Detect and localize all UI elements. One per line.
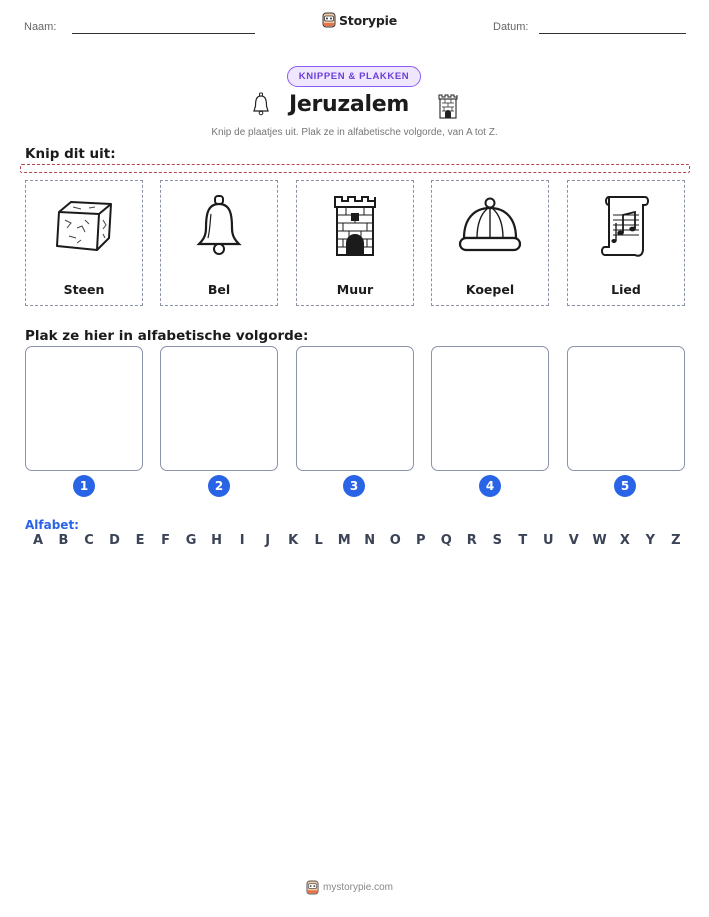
cut-card-muur[interactable]: [296, 180, 414, 306]
cut-line: [20, 164, 690, 173]
cut-card-label: Muur: [336, 282, 374, 297]
bell-icon: [251, 92, 271, 118]
stone-icon: [51, 198, 117, 254]
date-label: Datum:: [493, 21, 529, 33]
song-scroll-icon: [599, 193, 653, 259]
dome-icon: [457, 196, 523, 256]
alphabet-letter: H: [211, 533, 223, 548]
cut-card-label: Koepel: [465, 282, 515, 297]
alphabet-letter: R: [466, 533, 477, 548]
cut-card-steen[interactable]: [25, 180, 143, 306]
cut-card-label: Lied: [611, 282, 641, 297]
alphabet-letter: X: [619, 533, 630, 548]
tower-wall-icon: [331, 195, 379, 257]
alphabet-letter: G: [185, 533, 197, 548]
castle-icon: [437, 93, 459, 119]
paste-slot-4[interactable]: [431, 346, 549, 471]
alphabet-letter: D: [109, 533, 120, 548]
alphabet-row: [31, 533, 683, 548]
slot-number: 1: [73, 475, 95, 497]
cut-card-bel[interactable]: [160, 180, 278, 306]
alphabet-letter: Q: [440, 533, 452, 548]
alphabet-letter: N: [364, 533, 376, 548]
alphabet-letter: M: [337, 533, 351, 548]
instructions: Knip de plaatjes uit. Plak ze in alfabetische volgorde, van A tot Z.: [211, 127, 498, 138]
alphabet-letter: V: [568, 533, 579, 548]
paste-slot-5[interactable]: [567, 346, 685, 471]
storypie-mascot-icon: [322, 12, 336, 28]
alphabet-letter: W: [592, 533, 607, 548]
activity-badge: KNIPPEN & PLAKKEN: [287, 66, 421, 87]
paste-slot-2[interactable]: [160, 346, 278, 471]
alphabet-letter: P: [415, 533, 426, 548]
slot-number: 3: [343, 475, 365, 497]
slot-number: 5: [614, 475, 636, 497]
slot-number: 4: [479, 475, 501, 497]
paste-slot-1[interactable]: [25, 346, 143, 471]
date-line: [539, 33, 686, 34]
cut-card-label: Bel: [207, 282, 231, 297]
alphabet-letter: O: [389, 533, 401, 548]
paste-heading: Plak ze hier in alfabetische volgorde:: [25, 328, 309, 344]
cut-card-lied[interactable]: [567, 180, 685, 306]
brand-logo: [322, 12, 397, 28]
slot-number: 2: [208, 475, 230, 497]
alphabet-letter: L: [314, 533, 323, 548]
alphabet-letter: T: [518, 533, 528, 548]
alphabet-letter: Y: [645, 533, 656, 548]
cut-card-koepel[interactable]: [431, 180, 549, 306]
alphabet-letter: S: [492, 533, 502, 548]
bell-icon: [194, 194, 244, 258]
page-title: Jeruzalem: [289, 92, 409, 117]
alphabet-letter: A: [32, 533, 44, 548]
alphabet-letter: I: [239, 533, 245, 548]
brand-name: Storypie: [339, 12, 397, 28]
cut-heading: Knip dit uit:: [25, 146, 116, 162]
cut-card-label: Steen: [63, 282, 105, 297]
alphabet-letter: J: [265, 533, 271, 548]
name-line: [72, 33, 255, 34]
alphabet-heading: Alfabet:: [25, 518, 79, 532]
alphabet-letter: Z: [671, 533, 681, 548]
alphabet-letter: E: [135, 533, 145, 548]
alphabet-letter: C: [84, 533, 94, 548]
name-label: Naam:: [24, 21, 57, 33]
alphabet-letter: U: [543, 533, 554, 548]
footer: [306, 880, 393, 895]
alphabet-letter: K: [288, 533, 299, 548]
alphabet-letter: F: [161, 533, 171, 548]
storypie-mascot-icon: [306, 880, 319, 895]
alphabet-letter: B: [58, 533, 69, 548]
paste-slot-3[interactable]: [296, 346, 414, 471]
footer-url[interactable]: mystorypie.com: [323, 882, 394, 893]
